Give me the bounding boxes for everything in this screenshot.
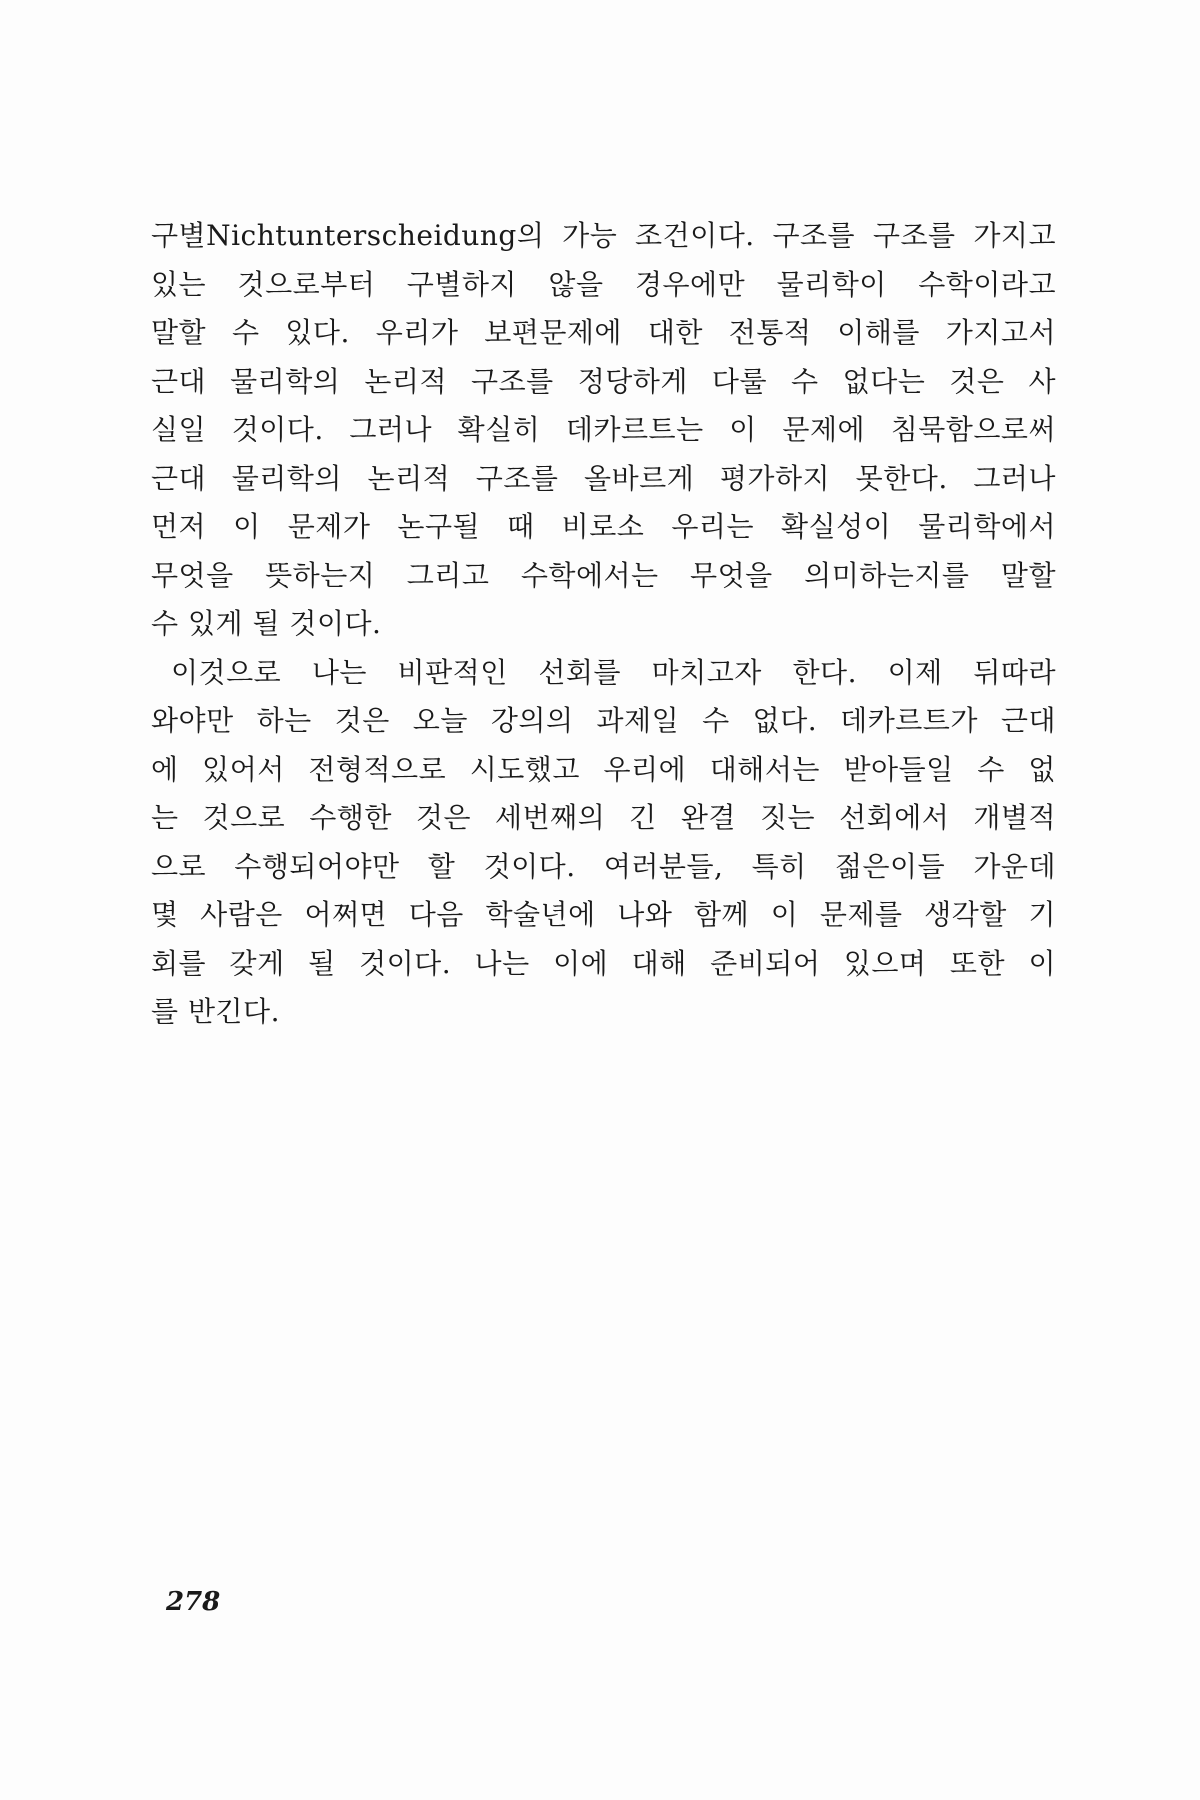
text-line: 무엇을 뜻하는지 그리고 수학에서는 무엇을 의미하는지를 말할 <box>151 558 1056 592</box>
text-line: 회를 갖게 될 것이다. 나는 이에 대해 준비되어 있으며 또한 이 <box>151 946 1056 980</box>
text-line: 으로 수행되어야만 할 것이다. 여러분들, 특히 젊은이들 가운데 <box>151 849 1056 883</box>
text-line: 먼저 이 문제가 논구될 때 비로소 우리는 확실성이 물리학에서 <box>151 510 1056 543</box>
text-line: 에 있어서 전형적으로 시도했고 우리에 대해서는 받아들일 수 없 <box>151 752 1056 786</box>
text-line: 몇 사람은 어쩌면 다음 학술년에 나와 함께 이 문제를 생각할 기 <box>151 898 1056 931</box>
text-line: 는 것으로 수행한 것은 세번째의 긴 완결 짓는 선회에서 개별적 <box>151 801 1056 834</box>
paragraph-1 <box>151 212 1056 649</box>
text-line: 근대 물리학의 논리적 구조를 올바르게 평가하지 못한다. 그러나 <box>151 461 1056 495</box>
body-text <box>151 212 1056 1037</box>
text-line: 수 있게 될 것이다. <box>151 607 382 640</box>
text-line: 구별Nichtunterscheidung의 가능 조건이다. 구조를 구조를 가지고 <box>151 219 1056 252</box>
text-line: 를 반긴다. <box>151 995 280 1028</box>
paragraph-2 <box>151 649 1056 1037</box>
text-line: 실일 것이다. 그러나 확실히 데카르트는 이 문제에 침묵함으로써 <box>151 413 1056 446</box>
text-line: 이것으로 나는 비판적인 선회를 마치고자 한다. 이제 뒤따라 <box>171 655 1056 689</box>
text-line: 근대 물리학의 논리적 구조를 정당하게 다룰 수 없다는 것은 사 <box>151 364 1056 398</box>
text-line: 말할 수 있다. 우리가 보편문제에 대한 전통적 이해를 가지고서 <box>151 316 1056 349</box>
page-number: 278 <box>166 1587 221 1617</box>
text-line: 있는 것으로부터 구별하지 않을 경우에만 물리학이 수학이라고 <box>151 267 1056 301</box>
text-line: 와야만 하는 것은 오늘 강의의 과제일 수 없다. 데카르트가 근대 <box>151 704 1056 737</box>
